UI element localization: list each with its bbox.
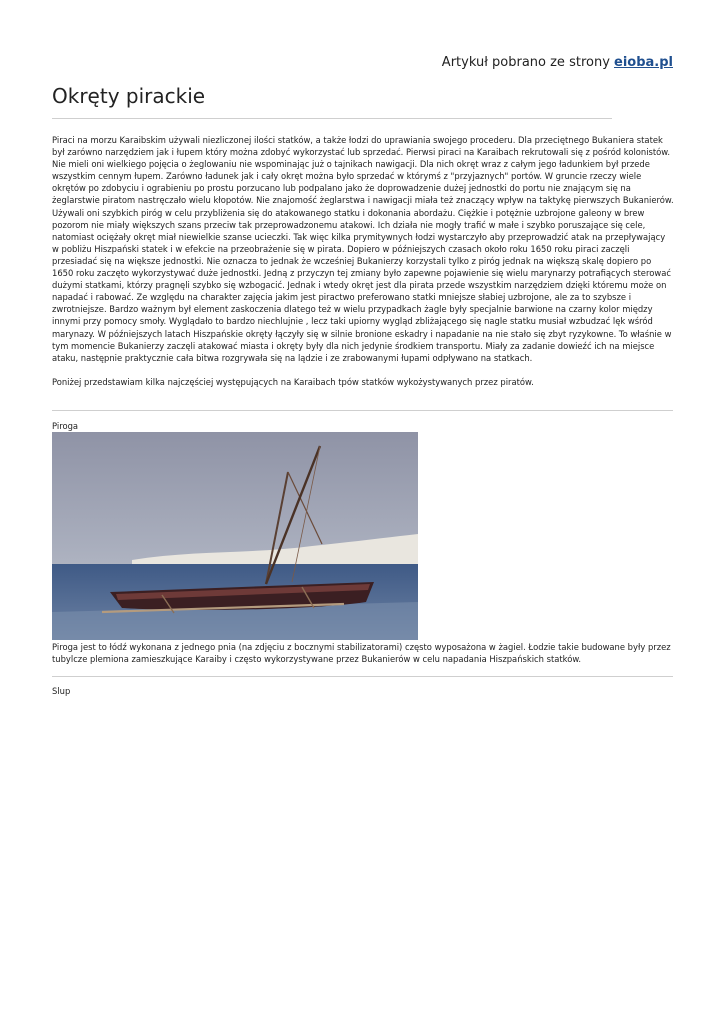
source-prefix: Artykuł pobrano ze strony xyxy=(441,55,615,70)
section-divider xyxy=(52,676,673,677)
source-attribution xyxy=(442,55,673,70)
article-body-paragraph: Piraci na morzu Karaibskim używali niezliczonej ilości statków, a także łodzi do uprawiania swojego procederu. Dla przeciętnego Bukaniera statek był zarówno narzędziem jak i łupem który można zdobyć wykorzystać lub sprzedać. Pierwsi piraci na Karaibach rekrutowali się z pośród kolonistów. Nie mieli oni wielkiego pojęcia o żeglowaniu nie wspominając już o tajnikach nawigacji. Dla nich okręt wraz z całym jego ładunkiem był przede wszystkim cennym łupem. Zarówno ładunek jak i cały okręt można było sprzedać w którymś z "przyjaznych" portów. W gruncie rzeczy wiele okrętów po zdobyciu i ograbieniu po prostu porzucano lub podpalano jako że doprowadzenie dużej jednostki do portu nie znającym się na żeglarstwie piratom nastręczało wielu kłopotów. Nie znajomość żeglarstwa i nawigacji miała też znaczący wpływ na taktykę pierwszych Bukanierów. Używali oni szybkich piróg w celu przybliżenia się do atakowanego statku i dokonania abordażu. Ciężkie i potężnie uzbrojone galeony w brew pozorom nie miały większych szans przeciw tak przeprowadzonemu atakowi. Ich działa nie mogły trafić w małe i szybko poruszające się cele, natomiast ociężały okręt miał niewielkie szanse ucieczki. Tak więc kilka prymitywnych łodzi wystarczyło aby przeprowadzić atak na przepływający w pobliżu Hiszpański statek i w efekcie na przeobrażenie się w pirata. Dopiero w późniejszych czasach około roku 1650 roku piraci zaczęli przesiadać się na większe jednostki. Nie oznacza to jednak że wcześniej Bukanierzy korzystali tylko z piróg jednak na większą skalę dopiero po 1650 roku zaczęto wykorzystywać duże jednostki. Jedną z przyczyn tej zmiany było zapewne pojawienie się wielu marynarzy potrafiących sterować dużymi statkami, którzy pragnęli szybko się wzbogacić. Jednak i wtedy okręt jest dla pirata przede wszystkim narzędziem dzięki któremu może on napadać i rabować. Ze względu na charakter zajęcia jakim jest piractwo preferowano statki mniejsze słabiej uzbrojone, ale za to szybsze i zwrotniejsze. Bardzo ważnym był element zaskoczenia dlatego też w wielu przypadkach żagle były specjalnie barwione na czarny kolor między innymi przy pomocy smoły. Wyglądało to bardzo niechlujnie , lecz taki upiorny wygląd zbliżającego się nagle statku musiał wzbudzać lęk wśród marynazy. W późniejszych latach Hiszpańskie okręty łączyły się w silnie bronione eskadry i napadanie na nie stało się zbyt ryzykowne. To właśnie w tym momencie Bukanierzy zaczęli atakować miasta i okręty były dla nich jedynie środkiem transportu. Miały za zadanie dowieźć ich na miejsce ataku, następnie praktycznie cała bitwa rozgrywała się na lądzie i ze zrabowanymi łupami odpływano na statkach. xyxy=(52,135,674,363)
article-intro-list: Poniżej przedstawiam kilka najczęściej występujących na Karaibach tpów statków wykożystywanych przez piratów. xyxy=(52,376,534,387)
piroga-photo xyxy=(52,432,418,640)
source-link[interactable]: eioba.pl xyxy=(614,55,673,70)
section-divider xyxy=(52,410,673,411)
page-title: Okręty pirackie xyxy=(52,84,206,108)
piroga-caption: Piroga jest to łódź wykonana z jednego pnia (na zdjęciu z bocznymi stabilizatorami) często wyposażona w żagiel. Łodzie takie budowane były przez tubylcze plemiona zamieszkujące Karaiby i często wykorzystywane przez Bukanierów w celu napadania Hiszpańskich statków. xyxy=(52,642,671,665)
section-label-piroga: Piroga xyxy=(52,421,79,431)
section-label-slup: Slup xyxy=(52,686,71,696)
article-body xyxy=(52,134,674,388)
title-divider xyxy=(52,118,612,119)
